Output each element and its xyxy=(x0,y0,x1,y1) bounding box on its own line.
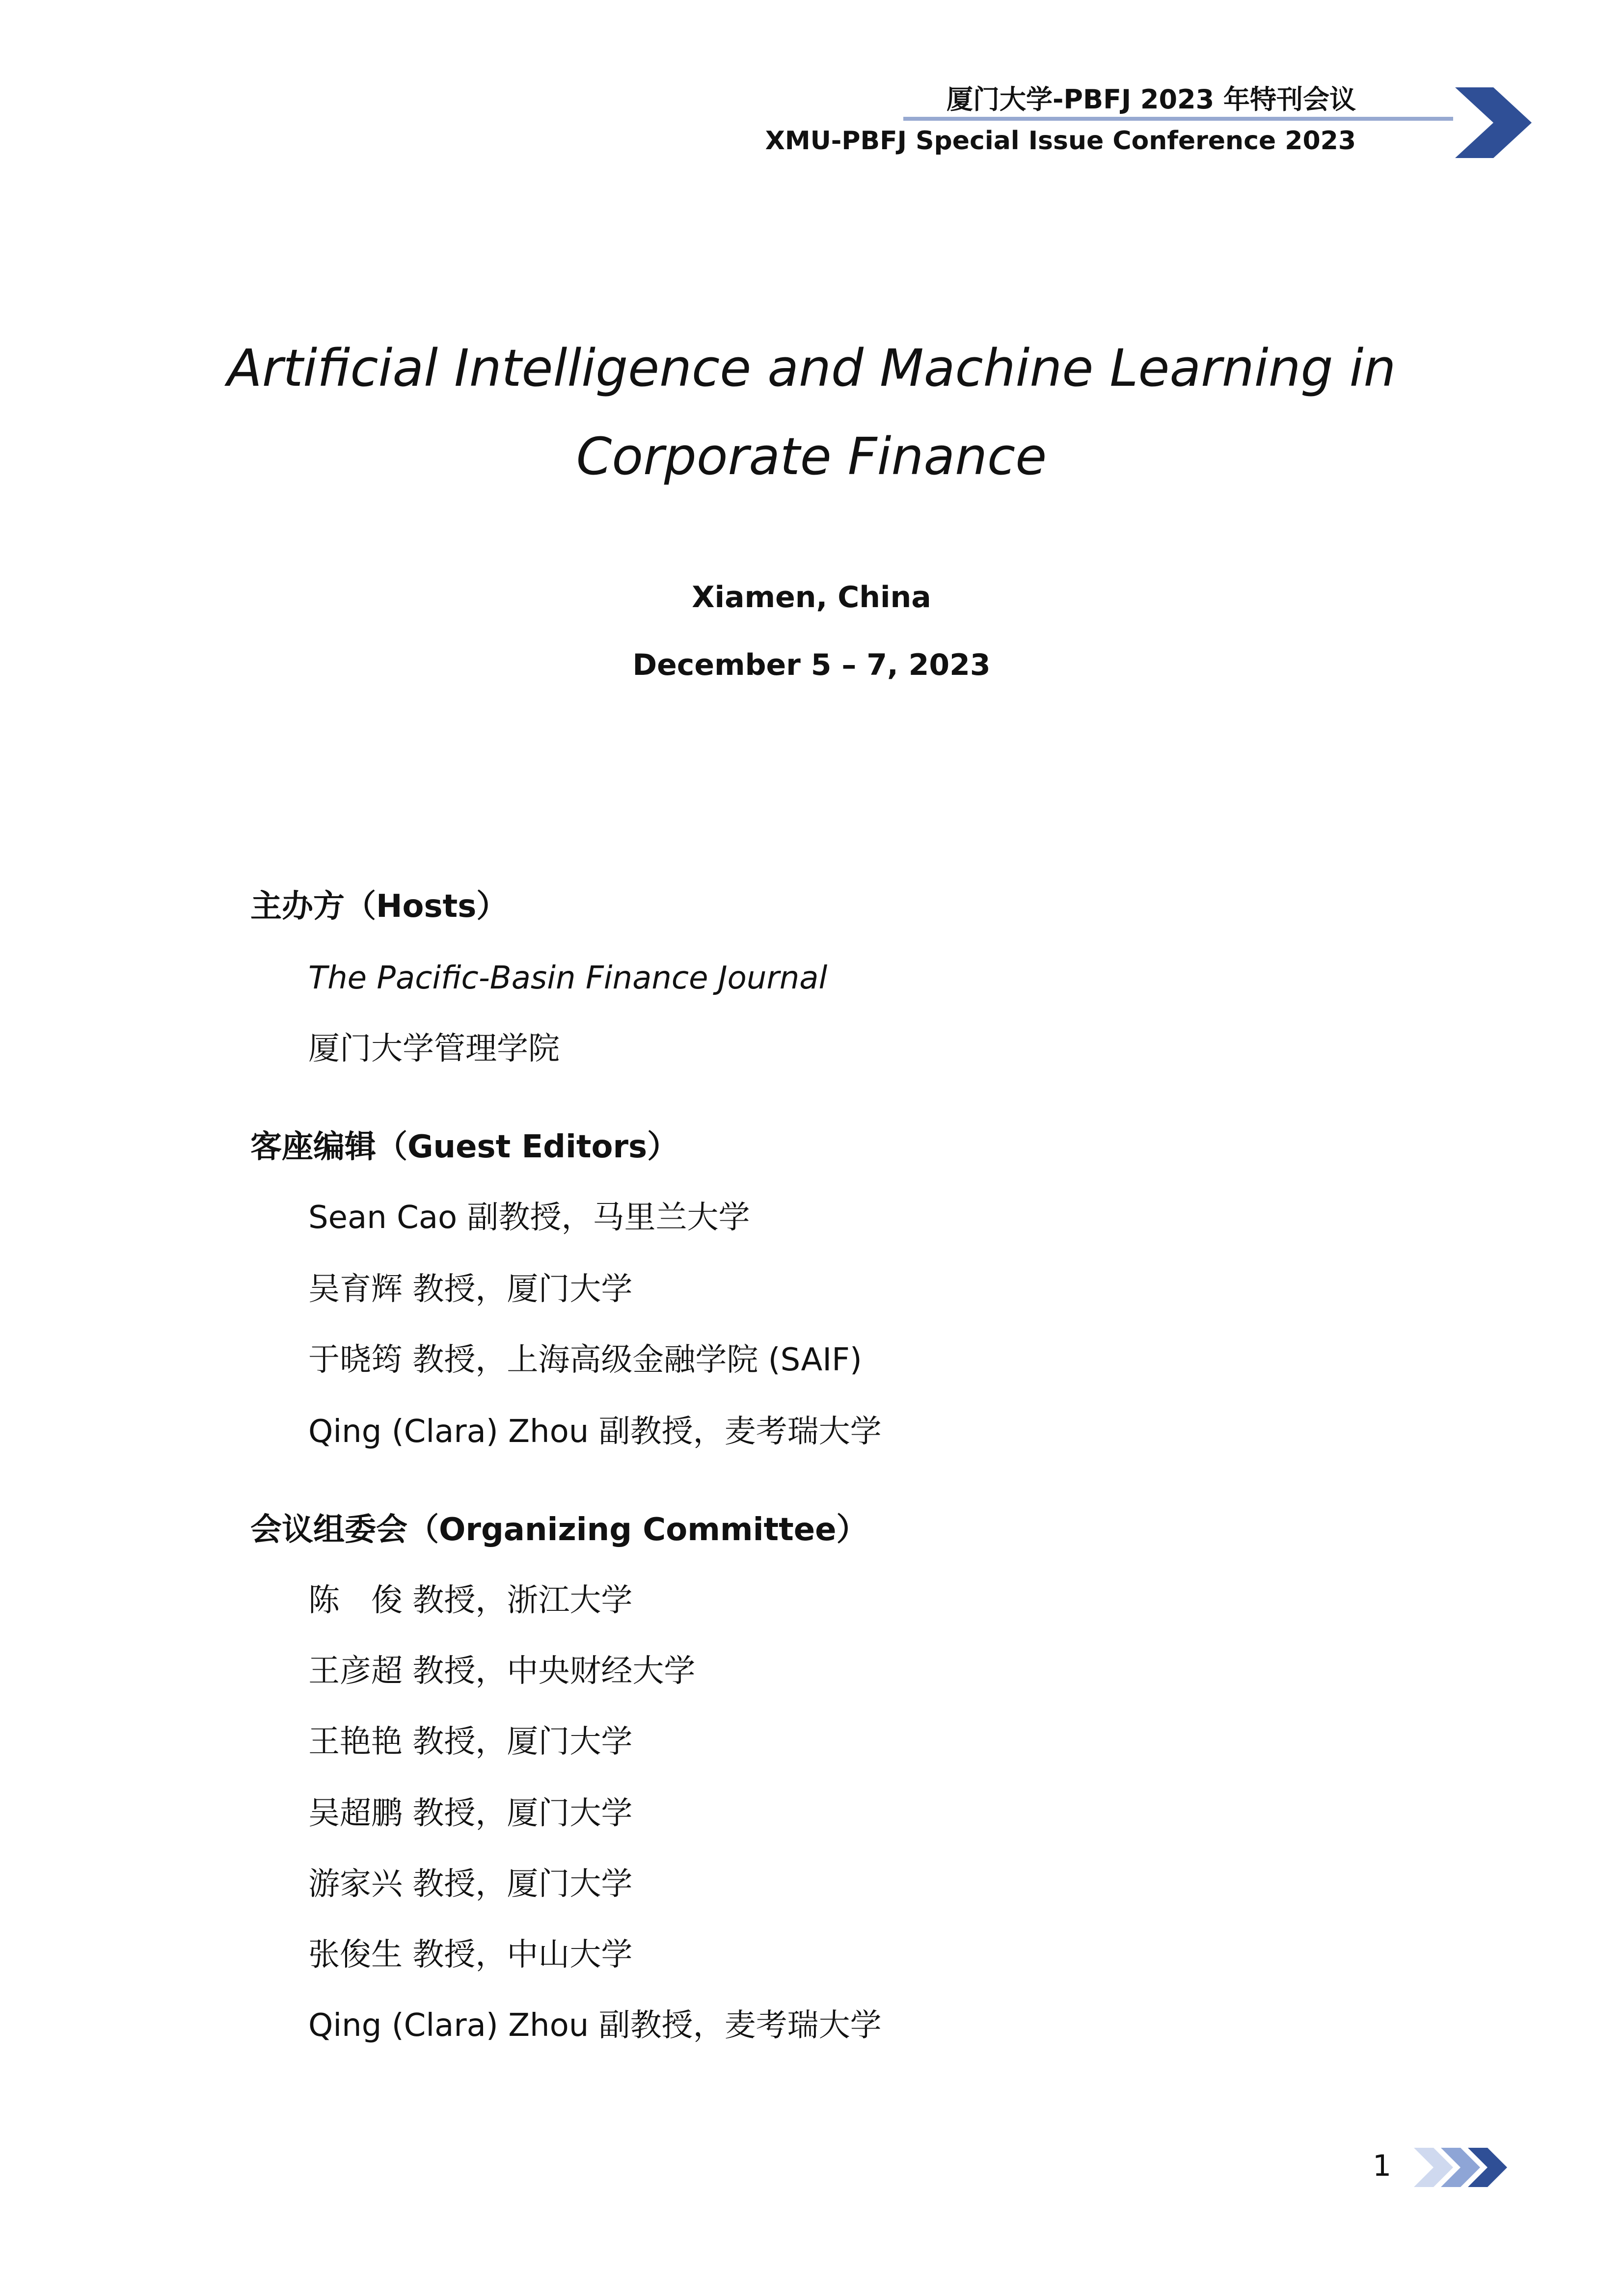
header-rule xyxy=(903,117,1453,121)
conference-dates: December 5 – 7, 2023 xyxy=(632,648,991,682)
header-arrow-icon xyxy=(1455,87,1532,158)
committee-member-item: 王艳艳 教授，厦门大学 xyxy=(308,1724,633,1760)
guest-editor-item: Sean Cao 副教授，马里兰大学 xyxy=(308,1200,750,1236)
wave-layer-hill xyxy=(1225,1931,1623,2121)
hosts-heading: 主办方（Hosts） xyxy=(250,888,508,925)
page-header xyxy=(765,79,1532,162)
committee-member-item: 张俊生 教授，中山大学 xyxy=(308,1937,633,1973)
page-number: 1 xyxy=(1373,2149,1392,2183)
header-arrow-shape xyxy=(1455,87,1532,158)
conference-title xyxy=(147,324,1476,501)
organizing-committee-heading: 会议组委会（Organizing Committee） xyxy=(250,1512,868,1548)
conference-title-line-2: Corporate Finance xyxy=(576,427,1047,486)
host-item: 厦门大学管理学院 xyxy=(308,1031,560,1067)
page-chevrons-icon xyxy=(1414,2148,1517,2187)
host-item: The Pacific-Basin Finance Journal xyxy=(308,960,828,996)
guest-editors-heading: 客座编辑（Guest Editors） xyxy=(250,1129,679,1165)
header-chinese-title: 厦门大学-PBFJ 2023 年特刊会议 xyxy=(946,84,1356,115)
conference-location: Xiamen, China xyxy=(692,580,931,614)
guest-editor-item: 吴育辉 教授，厦门大学 xyxy=(308,1271,633,1308)
committee-member-item: 王彦超 教授，中央财经大学 xyxy=(308,1653,696,1689)
guest-editor-item: Qing (Clara) Zhou 副教授，麦考瑞大学 xyxy=(308,1414,882,1450)
conference-title-line-1: Artificial Intelligence and Machine Learning in xyxy=(227,338,1396,398)
guest-editor-item: 于晓筠 教授，上海高级金融学院 (SAIF) xyxy=(308,1342,862,1378)
wave-layer-front xyxy=(0,2091,1623,2296)
committee-member-item: 陈 俊 教授，浙江大学 xyxy=(308,1582,633,1619)
decorative-waves-background xyxy=(0,1914,1623,2296)
committee-member-item: 游家兴 教授，厦门大学 xyxy=(308,1866,633,1902)
committee-member-item: Qing (Clara) Zhou 副教授，麦考瑞大学 xyxy=(308,2007,882,2044)
header-english-title: XMU-PBFJ Special Issue Conference 2023 xyxy=(765,126,1356,156)
committee-member-item: 吴超鹏 教授，厦门大学 xyxy=(308,1795,633,1832)
